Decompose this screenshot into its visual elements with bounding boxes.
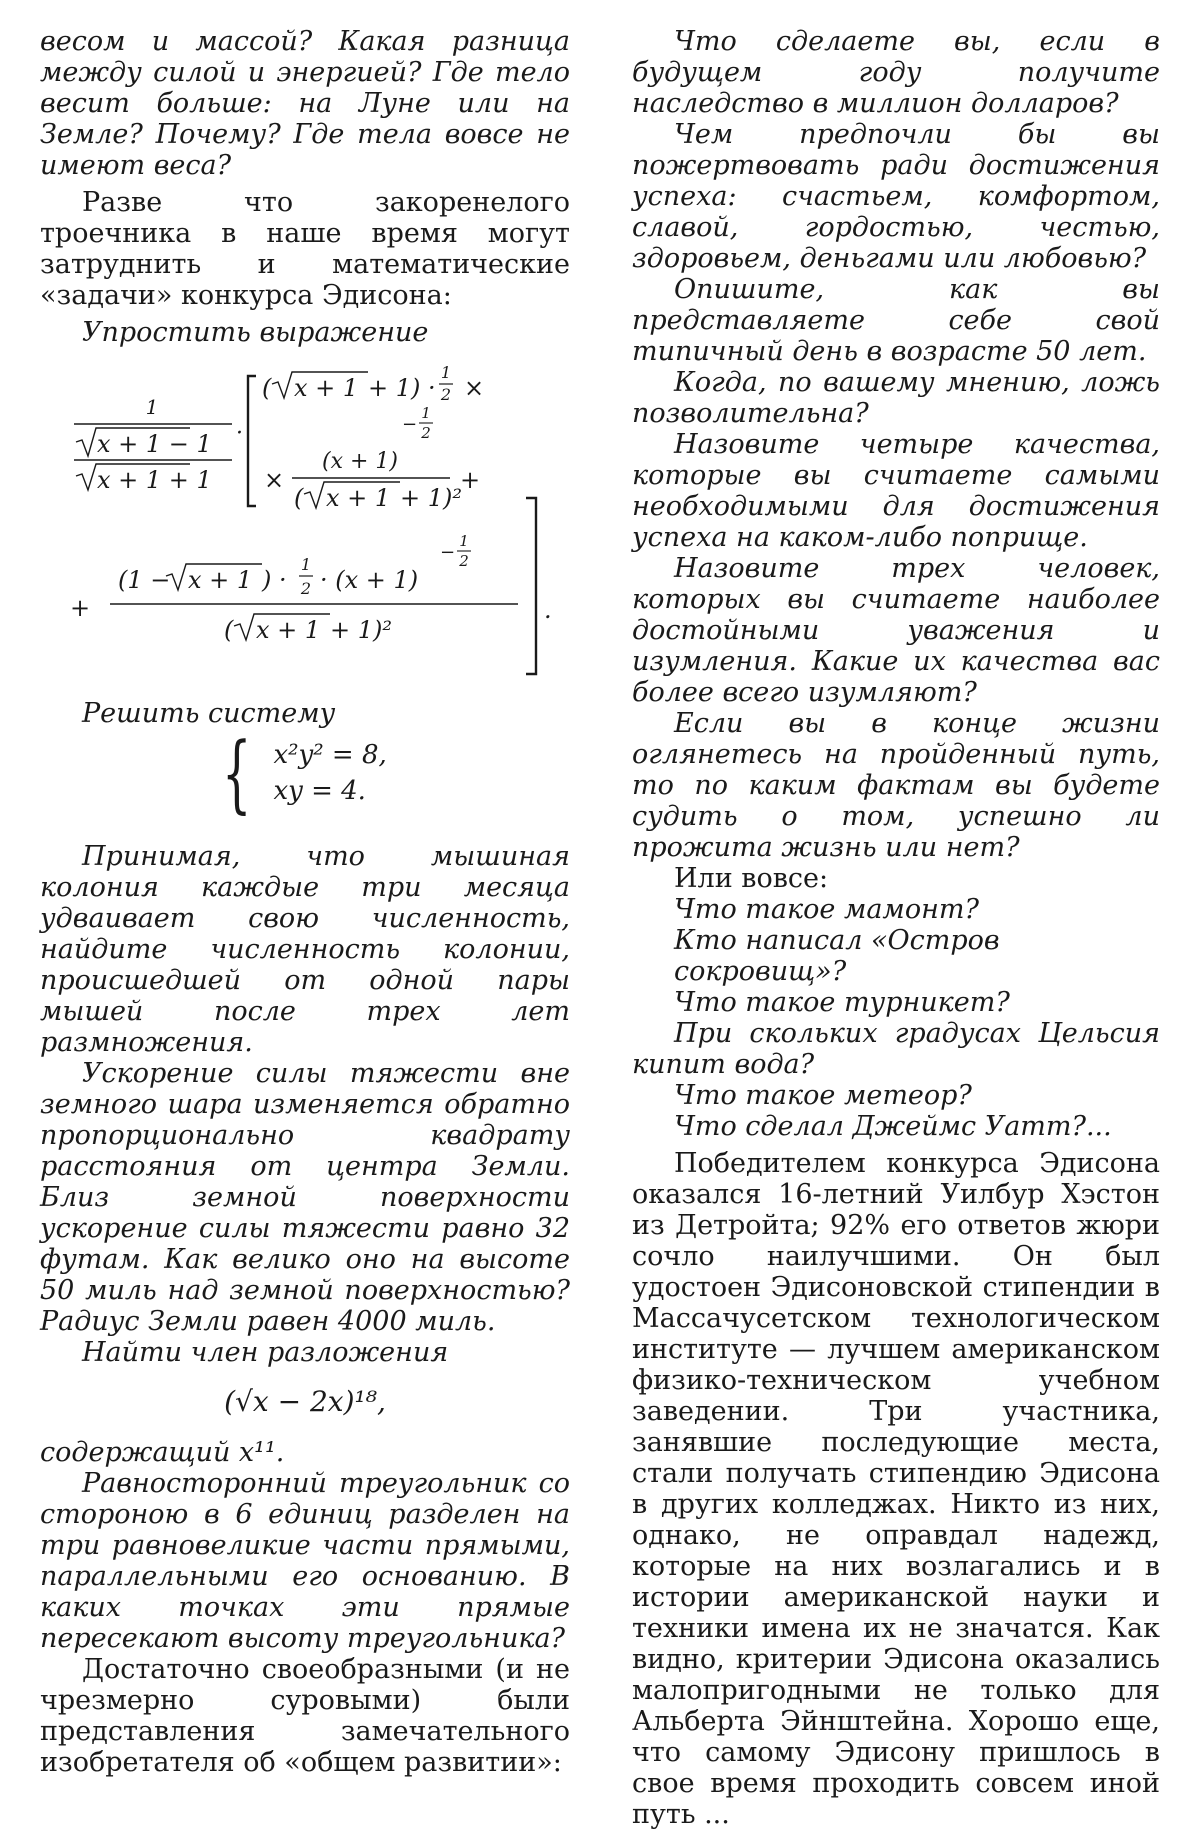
final-paragraph: Победителем конкурса Эдисона оказался 16-летний Уилбур Хэстон из Детройта; 92% его ответов жюри сочло наилучшими. Он был удостоен Эдисоновской стипендии в Массачусетском технологическом институте — лучшем американском физико-техническом учебном заведении. Три участника, занявшие последующие места, стали получать стипендию Эдисона в других колледжах. Никто из них, однако, не оправдал надежд, которые на них возлагались и в истории американской науки и техники имена их не значатся. Как видно, критерии Эдисона оказались малопригодными не только для Альберта Эйнштейна. Хорошо еще, что самому Эдисону пришлось в свое время проходить совсем иной путь ...: [632, 1148, 1160, 1830]
f-dot-x: · (x + 1): [320, 566, 419, 594]
svg-text:·: ·: [236, 421, 243, 446]
f-close-dot: ) ·: [262, 566, 287, 594]
solve-label: Решить систему: [82, 698, 336, 729]
question-lie: Когда, по вашему мнению, ложь позволительна?: [632, 367, 1160, 429]
sqrt-den: x + 1 + 1: [97, 466, 212, 494]
f-half2-den: 2: [300, 579, 312, 598]
f-sq4: x + 1: [256, 616, 321, 644]
triangle-problem: Равносторонний треугольник со стороною в 6 единиц разделен на три равновеликие части прямыми, параллельными его основанию. В каких точках эти прямые пересекают высоту треугольника?: [40, 1468, 570, 1654]
intro-paragraph: Разве что закоренелого троечника в наше время могут затруднить и математические «задачи» конкурса Эдисона:: [40, 187, 570, 311]
f-half2-num: 1: [300, 555, 312, 574]
question-sacrifice: Чем предпочли бы вы пожертвовать ради достижения успеха: счастьем, комфортом, славой, гордостью, честью, здоровьем, деньгами или любовью?: [632, 119, 1160, 274]
mice-problem: Принимая, что мышиная колония каждые три месяца удваивает свою численность, найдите численность колонии, происшедшей от одной пары мышей после трех лет размножения.: [40, 841, 570, 1058]
expansion-label: Найти член разложения: [82, 1337, 449, 1368]
f-plus2: +: [70, 594, 91, 622]
gravity-problem: Ускорение силы тяжести вне земного шара изменяется обратно пропорционально квадрату расстояния от центра Земли. Близ земной поверхности ускорение силы тяжести равно 32 футам. Как велико оно на высоте 50 миль над земной поверхностью? Радиус Земли равен 4000 миль.: [40, 1058, 570, 1337]
formula-svg: [40, 356, 570, 696]
f-half-den: 2: [440, 385, 452, 404]
containing-term: содержащий x¹¹.: [40, 1437, 285, 1468]
f-one-minus: (1 −: [118, 566, 171, 594]
f-plus1-close: + 1) ·: [368, 374, 436, 402]
left-column: [40, 26, 570, 1778]
equation-1: x²y² = 8,: [273, 740, 387, 770]
question-qualities: Назовите четыре качества, которые вы считаете самыми необходимыми для достижения успеха на каком-либо поприще.: [632, 429, 1160, 553]
short-question: Кто написал «Остров сокровищ»?: [674, 925, 1000, 987]
f-exp2-den: 2: [459, 552, 469, 570]
f-minus1: −: [402, 414, 418, 435]
f-sq3: x + 1: [188, 566, 253, 594]
short-question: Что сделал Джеймс Уатт?...: [674, 1111, 1112, 1142]
f-times: ×: [464, 374, 485, 402]
f-open2: (: [294, 484, 304, 512]
f-open: (: [262, 374, 272, 402]
short-question: Что такое мамонт?: [674, 894, 979, 925]
or-label: Или вовсе:: [674, 863, 829, 894]
frac-one: 1: [145, 395, 159, 419]
closing-paragraph: Достаточно своеобразными (и не чрезмерно суровыми) были представления замечательного изобретателя об «общем развитии»:: [40, 1654, 570, 1778]
question-typical-day: Опишите, как вы представляете себе свой типичный день в возрасте 50 лет.: [632, 274, 1160, 367]
f-open3: (: [224, 616, 234, 644]
f-den2: + 1)²: [400, 484, 462, 512]
equation-2: xy = 4.: [273, 776, 366, 806]
f-exp2-num: 1: [459, 532, 469, 550]
simplify-label: Упростить выражение: [82, 317, 429, 348]
question-three-people: Назовите трех человек, которых вы считаете наиболее достойными уважения и изумления. Какие их качества вас более всего изумляют?: [632, 553, 1160, 708]
f-sq2: x + 1: [326, 484, 391, 512]
expansion-formula: (√x − 2x)¹⁸,: [224, 1385, 386, 1418]
f-times2: ×: [264, 466, 285, 494]
sqrt-num: x + 1 − 1: [97, 430, 212, 458]
short-question: Что такое турникет?: [674, 987, 1010, 1018]
f-final-dot: .: [544, 596, 552, 624]
simplify-formula: [40, 356, 570, 696]
question-life-review: Если вы в конце жизни оглянетесь на пройденный путь, то по каким фактам вы будете судить о том, успешно ли прожита жизнь или нет?: [632, 708, 1160, 863]
f-exp1-num: 1: [421, 404, 431, 422]
equation-system: [210, 724, 570, 822]
short-question: Что такое метеор?: [674, 1080, 972, 1111]
f-den3: + 1)²: [330, 616, 392, 644]
f-minus2: −: [440, 542, 456, 563]
f-xp1: (x + 1): [322, 449, 398, 474]
question-inheritance: Что сделаете вы, если в будущем году получите наследство в миллион долларов?: [632, 26, 1160, 119]
weight-questions: весом и массой? Какая разница между силой и энергией? Где тело весит больше: на Луне или на Земле? Почему? Где тела вовсе не имеют веса?: [40, 26, 570, 181]
system-brace: {: [222, 724, 252, 822]
right-column: [632, 26, 1160, 1830]
f-half-num: 1: [440, 363, 452, 382]
f-exp1-den: 2: [421, 424, 431, 442]
short-question: При скольких градусах Цельсия кипит вода?: [632, 1018, 1160, 1080]
f-sq1: x + 1: [294, 374, 359, 402]
f-plus: +: [460, 466, 481, 494]
